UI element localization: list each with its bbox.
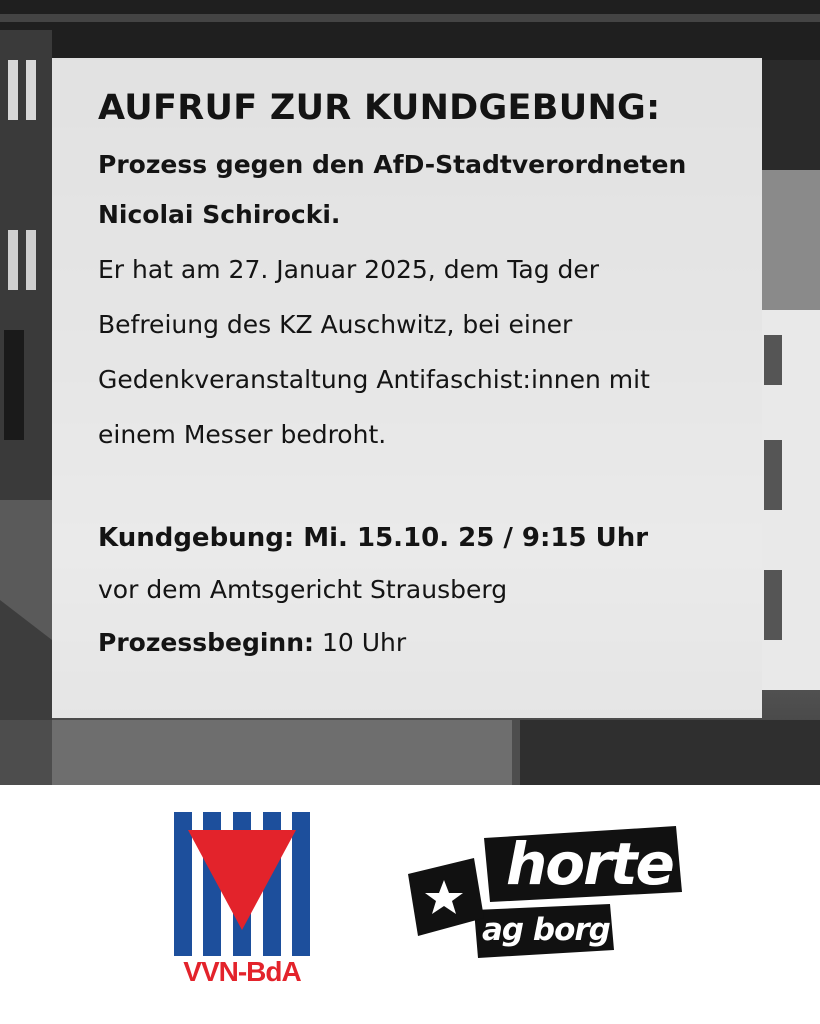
horte-logo-subtitle: ag borg	[482, 912, 610, 948]
subheadline-line-1: Prozess gegen den AfD-Stadtverordneten	[98, 150, 687, 179]
red-triangle-stripes-icon	[174, 812, 310, 956]
event-location: vor dem Amtsgericht Strausberg	[98, 575, 508, 604]
trial-start-value: 10 Uhr	[314, 628, 407, 657]
vvn-bda-logo-text: VVN-BdA	[183, 956, 301, 987]
trial-start	[98, 628, 406, 657]
event-date-time: Kundgebung: Mi. 15.10. 25 / 9:15 Uhr	[98, 523, 649, 553]
body-line-3: Gedenkveranstaltung Antifaschist:innen mit	[98, 365, 650, 394]
body-line-1: Er hat am 27. Januar 2025, dem Tag der	[98, 255, 600, 284]
trial-start-label: Prozessbeginn:	[98, 628, 315, 657]
horte-logo-word: horte	[506, 830, 673, 898]
headline: AUFRUF ZUR KUNDGEBUNG:	[98, 88, 661, 128]
star-icon	[408, 858, 484, 936]
body-line-4: einem Messer bedroht.	[98, 420, 387, 449]
subheadline-line-2: Nicolai Schirocki.	[98, 200, 341, 229]
body-line-2: Befreiung des KZ Auschwitz, bei einer	[98, 310, 573, 339]
